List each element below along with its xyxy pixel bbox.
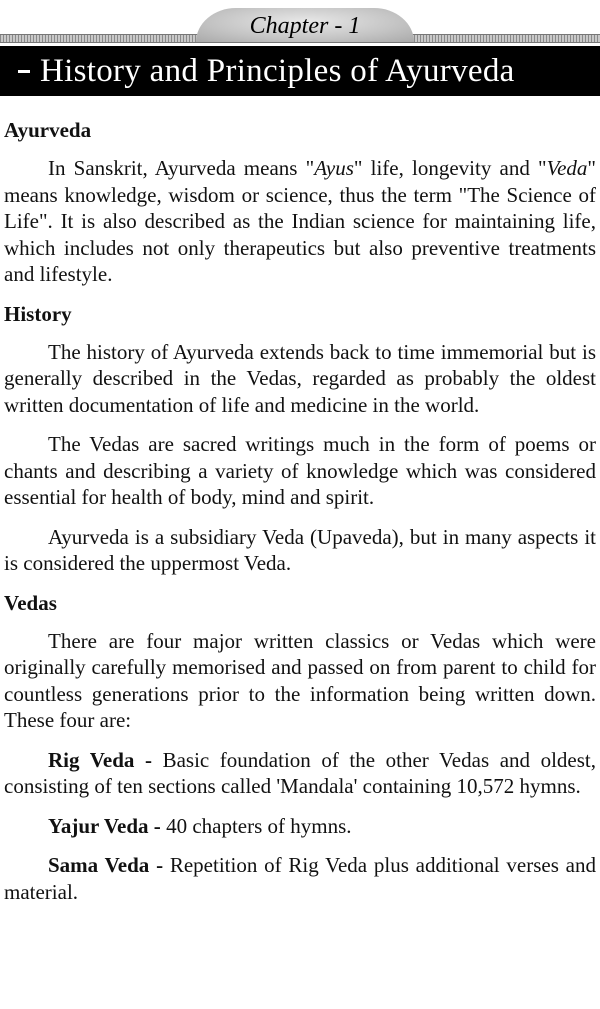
paragraph: Ayurveda is a subsidiary Veda (Upaveda), but in many aspects it is considered the uppermost Veda. xyxy=(4,524,596,575)
chapter-title: History and Principles of Ayurveda xyxy=(40,53,515,89)
text-run: " means knowledge, wisdom or science, thus the term "The Science of Life". It is also described as the Indian science for maintaining life, which includes not only therapeutics but also preventive treatments and lifestyle. xyxy=(4,156,596,286)
chapter-tab: Chapter - 1 xyxy=(196,8,414,42)
paragraph xyxy=(4,155,596,288)
veda-term: Yajur Veda - xyxy=(48,813,161,838)
italic-term: Ayus xyxy=(314,156,354,180)
section-heading: Ayurveda xyxy=(4,118,92,142)
section-heading: Vedas xyxy=(4,590,57,615)
text-run: " life, longevity and " xyxy=(353,156,547,180)
italic-term: Veda xyxy=(546,156,588,180)
veda-desc: Repetition of Rig Veda plus additional verses and material. xyxy=(4,853,596,904)
veda-item xyxy=(4,813,596,840)
section-history xyxy=(4,301,596,577)
veda-term: Sama Veda - xyxy=(48,853,164,877)
page-body xyxy=(4,117,596,918)
veda-term: Rig Veda - xyxy=(48,747,152,772)
chapter-title-banner xyxy=(0,46,600,96)
veda-item xyxy=(4,747,596,800)
paragraph: There are four major written classics or Vedas which were originally carefully memorised and passed on from parent to child for countless generations prior to the information being written down. These four are: xyxy=(4,628,596,732)
paragraph: The history of Ayurveda extends back to time immemorial but is generally described in the Vedas, regarded as probably the oldest written documentation of life and medicine in the world. xyxy=(4,339,596,417)
chapter-header xyxy=(0,0,600,96)
paragraph: The Vedas are sacred writings much in the form of poems or chants and describing a variety of knowledge which was considered essential for health of body, mind and spirit. xyxy=(4,432,596,509)
section-vedas xyxy=(4,590,596,906)
section-heading: History xyxy=(4,301,72,326)
text-run: In Sanskrit, Ayurveda means " xyxy=(48,156,315,180)
section-ayurveda xyxy=(4,117,596,288)
banner-dash xyxy=(18,70,30,73)
veda-item xyxy=(4,852,596,905)
veda-desc: Basic foundation of the other Vedas and oldest, consisting of ten sections called 'Mandala' containing 10,572 hymns. xyxy=(4,747,596,798)
veda-desc: 40 chapters of hymns. xyxy=(160,813,352,838)
